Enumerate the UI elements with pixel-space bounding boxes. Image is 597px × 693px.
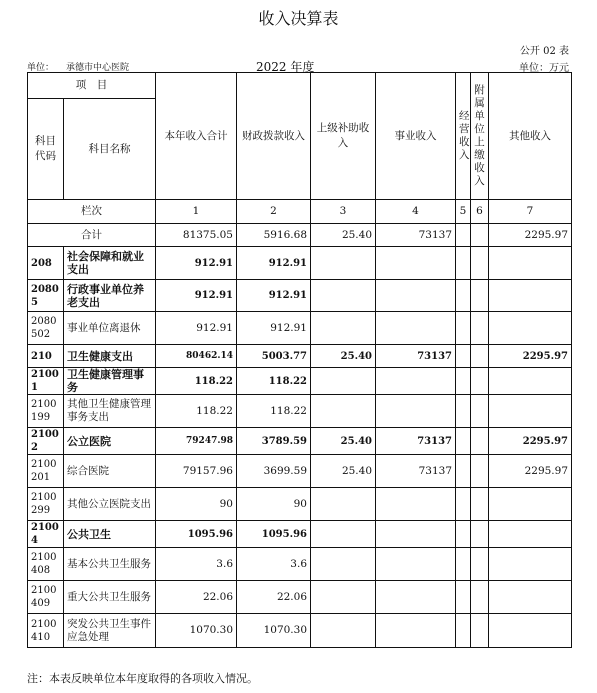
- form-number: 公开 02 表: [519, 46, 569, 57]
- amount-cell: [376, 312, 456, 345]
- column-number-row: [28, 200, 572, 224]
- amount-cell: [471, 428, 489, 455]
- header-affiliated: 附属单位上缴收入: [471, 73, 489, 200]
- amount-cell: 73137: [376, 345, 456, 368]
- amount-cell: 22.06: [156, 581, 237, 614]
- amount-cell: 2295.97: [489, 455, 572, 488]
- subject-code: 2100409: [28, 581, 64, 614]
- subject-code: 20805: [28, 280, 64, 312]
- amount-cell: [456, 247, 471, 280]
- subject-name: 卫生健康支出: [64, 345, 156, 368]
- amount-cell: [489, 247, 572, 280]
- table-row: [28, 345, 572, 368]
- header-project: 项 目: [28, 73, 156, 99]
- amount-cell: 118.22: [156, 368, 237, 395]
- amount-cell: [311, 280, 376, 312]
- amount-cell: 22.06: [237, 581, 311, 614]
- fiscal-year: 2022 年度: [256, 60, 315, 74]
- table-row: [28, 521, 572, 548]
- table-row: [28, 428, 572, 455]
- column-number: 4: [376, 200, 456, 224]
- amount-cell: 912.91: [237, 280, 311, 312]
- amount-cell: [489, 548, 572, 581]
- subject-name: 突发公共卫生事件应急处理: [64, 614, 156, 648]
- amount-cell: [489, 312, 572, 345]
- amount-cell: [456, 521, 471, 548]
- amount-cell: 1095.96: [237, 521, 311, 548]
- amount-cell: 3699.59: [237, 455, 311, 488]
- table-row: [28, 312, 572, 345]
- amount-cell: [456, 280, 471, 312]
- amount-cell: [456, 345, 471, 368]
- subject-name: 其他公立医院支出: [64, 488, 156, 521]
- header-total: 本年收入合计: [156, 73, 237, 200]
- column-number-label: 栏次: [28, 200, 156, 224]
- amount-cell: [456, 548, 471, 581]
- unit-name: 承德市中心医院: [66, 63, 130, 73]
- amount-cell: [489, 521, 572, 548]
- table-row: [28, 548, 572, 581]
- subject-code: 2100201: [28, 455, 64, 488]
- amount-cell: 3.6: [156, 548, 237, 581]
- amount-cell: [456, 455, 471, 488]
- amount-cell: 73137: [376, 428, 456, 455]
- amount-cell: [471, 581, 489, 614]
- total-value: 5916.68: [237, 224, 311, 247]
- amount-cell: 1070.30: [237, 614, 311, 648]
- total-row: [28, 224, 572, 247]
- header-fiscal: 财政拨款收入: [237, 73, 311, 200]
- amount-cell: [376, 581, 456, 614]
- amount-cell: 3.6: [237, 548, 311, 581]
- header-code: 科目代码: [28, 99, 64, 200]
- amount-cell: 118.22: [237, 395, 311, 428]
- amount-cell: [311, 581, 376, 614]
- amount-cell: 80462.14: [156, 345, 237, 368]
- amount-cell: 3789.59: [237, 428, 311, 455]
- subject-name: 社会保障和就业支出: [64, 247, 156, 280]
- amount-cell: 1070.30: [156, 614, 237, 648]
- total-value: 25.40: [311, 224, 376, 247]
- header-business: 事业收入: [376, 73, 456, 200]
- amount-cell: [376, 521, 456, 548]
- table-row: [28, 581, 572, 614]
- amount-cell: 912.91: [237, 312, 311, 345]
- subject-name: 卫生健康管理事务: [64, 368, 156, 395]
- column-number: 1: [156, 200, 237, 224]
- amount-cell: [456, 428, 471, 455]
- amount-cell: 2295.97: [489, 428, 572, 455]
- amount-cell: [471, 280, 489, 312]
- amount-cell: 2295.97: [489, 345, 572, 368]
- amount-cell: [471, 395, 489, 428]
- amount-cell: [311, 312, 376, 345]
- total-value: [471, 224, 489, 247]
- amount-cell: [471, 455, 489, 488]
- amount-cell: 118.22: [237, 368, 311, 395]
- amount-cell: 5003.77: [237, 345, 311, 368]
- subject-code: 21001: [28, 368, 64, 395]
- amount-cell: 912.91: [156, 247, 237, 280]
- total-value: 73137: [376, 224, 456, 247]
- amount-cell: 73137: [376, 455, 456, 488]
- column-number: 2: [237, 200, 311, 224]
- amount-cell: 25.40: [311, 455, 376, 488]
- total-value: [456, 224, 471, 247]
- amount-cell: 79157.96: [156, 455, 237, 488]
- subject-name: 公共卫生: [64, 521, 156, 548]
- amount-cell: [456, 368, 471, 395]
- income-table: [27, 72, 572, 648]
- amount-cell: [471, 312, 489, 345]
- header-name: 科目名称: [64, 99, 156, 200]
- table-row: [28, 247, 572, 280]
- amount-cell: [311, 395, 376, 428]
- amount-cell: [456, 312, 471, 345]
- amount-cell: 25.40: [311, 345, 376, 368]
- amount-cell: [311, 488, 376, 521]
- subject-code: 2100408: [28, 548, 64, 581]
- amount-cell: [376, 488, 456, 521]
- amount-cell: [471, 614, 489, 648]
- unit-label: 单位：: [27, 63, 55, 73]
- money-unit: 单位：万元: [519, 63, 569, 74]
- subject-name: 综合医院: [64, 455, 156, 488]
- amount-cell: [471, 548, 489, 581]
- amount-cell: 90: [156, 488, 237, 521]
- column-number: 5: [456, 200, 471, 224]
- table-row: [28, 395, 572, 428]
- table-row: [28, 614, 572, 648]
- amount-cell: 79247.98: [156, 428, 237, 455]
- amount-cell: 912.91: [156, 280, 237, 312]
- amount-cell: 1095.96: [156, 521, 237, 548]
- subject-code: 208: [28, 247, 64, 280]
- header-row-1: [28, 73, 572, 99]
- amount-cell: [456, 614, 471, 648]
- amount-cell: [311, 247, 376, 280]
- subject-name: 重大公共卫生服务: [64, 581, 156, 614]
- subject-name: 公立医院: [64, 428, 156, 455]
- amount-cell: [489, 368, 572, 395]
- total-value: 81375.05: [156, 224, 237, 247]
- amount-cell: [456, 488, 471, 521]
- total-label: 合计: [28, 224, 156, 247]
- amount-cell: [471, 368, 489, 395]
- amount-cell: [489, 395, 572, 428]
- amount-cell: [489, 614, 572, 648]
- amount-cell: [311, 548, 376, 581]
- subject-name: 其他卫生健康管理事务支出: [64, 395, 156, 428]
- table-row: [28, 280, 572, 312]
- amount-cell: [471, 247, 489, 280]
- amount-cell: [471, 521, 489, 548]
- subject-code: 210: [28, 345, 64, 368]
- total-value: 2295.97: [489, 224, 572, 247]
- amount-cell: [376, 395, 456, 428]
- amount-cell: [456, 581, 471, 614]
- amount-cell: [489, 581, 572, 614]
- header-operating: 经营收入: [456, 73, 471, 200]
- amount-cell: 912.91: [237, 247, 311, 280]
- amount-cell: 90: [237, 488, 311, 521]
- amount-cell: [471, 345, 489, 368]
- amount-cell: [456, 395, 471, 428]
- subject-name: 行政事业单位养老支出: [64, 280, 156, 312]
- amount-cell: 912.91: [156, 312, 237, 345]
- footnote: 注：本表反映单位本年度取得的各项收入情况。: [27, 672, 258, 685]
- column-number: 7: [489, 200, 572, 224]
- subject-name: 基本公共卫生服务: [64, 548, 156, 581]
- amount-cell: [376, 614, 456, 648]
- subject-code: 21004: [28, 521, 64, 548]
- table-row: [28, 368, 572, 395]
- amount-cell: [376, 247, 456, 280]
- table-row: [28, 455, 572, 488]
- amount-cell: [311, 368, 376, 395]
- column-number: 3: [311, 200, 376, 224]
- amount-cell: [376, 548, 456, 581]
- table-row: [28, 488, 572, 521]
- subject-code: 2100199: [28, 395, 64, 428]
- amount-cell: [489, 280, 572, 312]
- column-number: 6: [471, 200, 489, 224]
- amount-cell: [471, 488, 489, 521]
- subject-code: 2100410: [28, 614, 64, 648]
- amount-cell: [311, 614, 376, 648]
- subject-code: 2100299: [28, 488, 64, 521]
- header-superior: 上级补助收入: [311, 73, 376, 200]
- amount-cell: [311, 521, 376, 548]
- report-title: 收入决算表: [258, 9, 339, 28]
- subject-name: 事业单位离退休: [64, 312, 156, 345]
- amount-cell: [376, 280, 456, 312]
- amount-cell: 25.40: [311, 428, 376, 455]
- amount-cell: [489, 488, 572, 521]
- amount-cell: 118.22: [156, 395, 237, 428]
- header-other: 其他收入: [489, 73, 572, 200]
- subject-code: 21002: [28, 428, 64, 455]
- subject-code: 2080502: [28, 312, 64, 345]
- amount-cell: [376, 368, 456, 395]
